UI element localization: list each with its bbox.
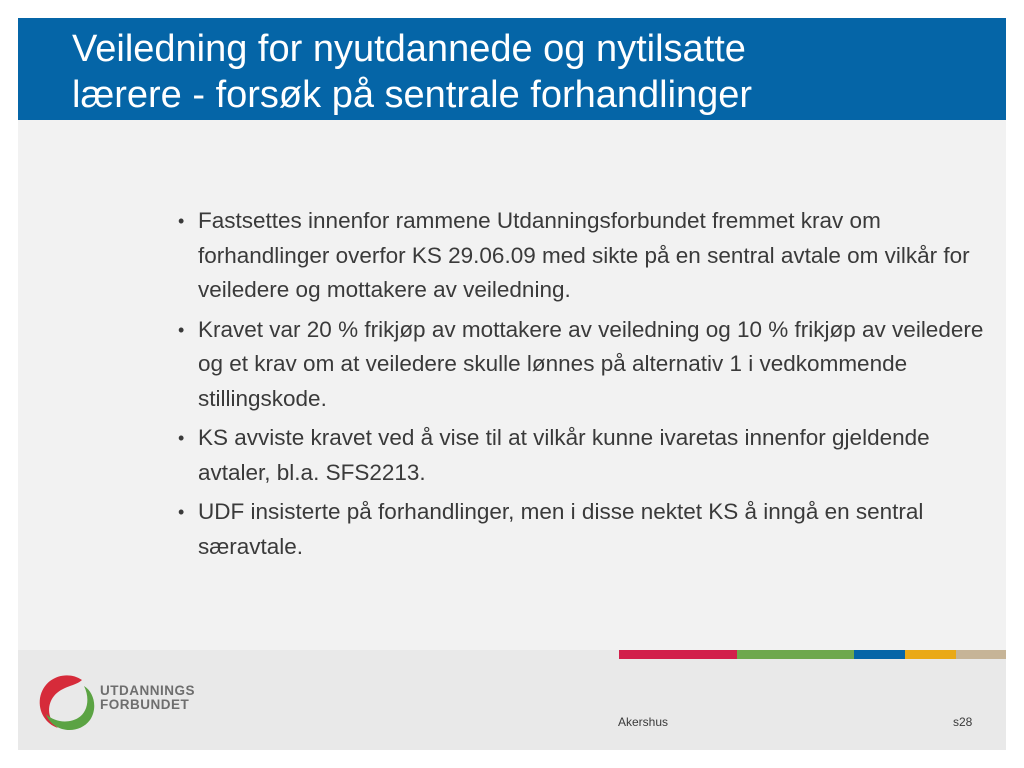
slide-title-line-2: lærere - forsøk på sentrale forhandlinger: [72, 74, 753, 116]
stripe-blue: [854, 650, 905, 659]
footer: [18, 650, 1006, 750]
slide: [18, 18, 1006, 750]
bullet-item: [176, 204, 996, 308]
stripe-green: [737, 650, 854, 659]
bullet-marker: •: [178, 319, 185, 340]
bullet-item: [176, 421, 996, 490]
title-bar: [18, 18, 1006, 120]
logo-wordmark: [100, 684, 195, 712]
bullet-text: KS avviste kravet ved å vise til at vilkår kunne ivaretas innenfor gjeldende avtaler, bl.a. SFS2213.: [198, 425, 930, 485]
stripe-yellow: [905, 650, 956, 659]
bullet-text: UDF insisterte på forhandlinger, men i disse nektet KS å inngå en sentral særavtale.: [198, 499, 924, 559]
footer-location: Akershus: [618, 715, 669, 729]
logo-text-line-1: UTDANNINGS: [100, 683, 195, 698]
bullet-marker: •: [178, 502, 185, 522]
bullet-list: [176, 204, 996, 569]
logo-swirl-icon: [38, 670, 98, 734]
bullet-text: Kravet var 20 % frikjøp av mottakere av veiledning og 10 % frikjøp av veiledere og et krav om at veiledere skulle lønnes på alternativ 1 i vedkommende stillingskode.: [198, 316, 984, 411]
bullet-text: Fastsettes innenfor rammene Utdanningsforbundet fremmet krav om forhandlinger overfor KS 29.06.09 med sikte på en sentral avtale om vilkår for veiledere og mottakere av veiledning.: [198, 208, 970, 302]
bullet-item: [176, 313, 996, 417]
bullet-item: [176, 495, 996, 564]
slide-number: s28: [953, 715, 973, 729]
slide-title-line-1: Veiledning for nyutdannede og nytilsatte: [72, 28, 746, 70]
bullet-marker: •: [178, 211, 185, 231]
bullet-marker: •: [178, 428, 185, 448]
logo-text-line-2: FORBUNDET: [100, 697, 190, 712]
stripe-red: [619, 650, 737, 659]
utdanningsforbundet-logo: [38, 670, 208, 734]
stripe-tan: [956, 650, 1006, 659]
slide-title: [72, 26, 972, 118]
